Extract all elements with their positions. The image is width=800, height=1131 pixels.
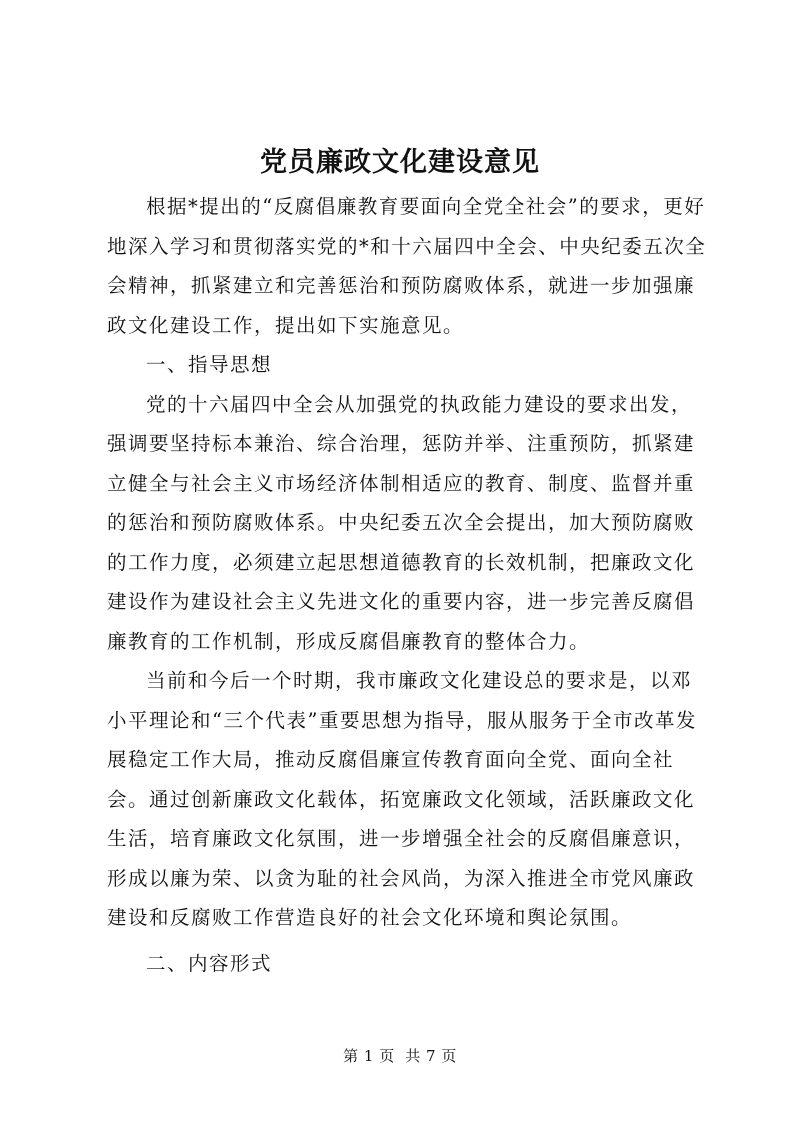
guiding-thought-paragraph: 党的十六届四中全会从加强党的执政能力建设的要求出发，强调要坚持标本兼治、综合治理，惩防并举、注重预防，抓紧建立健全与社会主义市场经济体制相适应的教育、制度、监督并重的惩治和预防腐败体系。中央纪委五次全会提出，加大预防腐败的工作力度，必须建立起思想道德教育的长效机制，把廉政文化建设作为建设社会主义先进文化的重要内容，进一步完善反腐倡廉教育的工作机制，形成反腐倡廉教育的整体合力。 (107, 392, 696, 653)
document-title: 党员廉政文化建设意见 (260, 147, 540, 178)
page-footer (0, 1045, 800, 1066)
page-number-label: 第 1 页 共 7 页 (343, 1047, 457, 1065)
section-heading-guiding-thought: 一、指导思想 (146, 353, 273, 376)
current-requirements-paragraph: 当前和今后一个时期，我市廉政文化建设总的要求是，以邓小平理论和“三个代表”重要思想为指导，服从服务于全市改革发展稳定工作大局，推动反腐倡廉宣传教育面向全党、面向全社会。通过创新廉政文化载体，拓宽廉政文化领域，活跃廉政文化生活，培育廉政文化氛围，进一步增强全社会的反腐倡廉意识，形成以廉为荣、以贪为耻的社会风尚，为深入推进全市党风廉政建设和反腐败工作营造良好的社会文化环境和舆论氛围。 (107, 669, 697, 929)
intro-paragraph: 根据*提出的“反腐倡廉教育要面向全党全社会”的要求，更好地深入学习和贯彻落实党的*和十六届四中全会、中央纪委五次全会精神，抓紧建立和完善惩治和预防腐败体系，就进一步加强廉政文化建设工作，提出如下实施意见。 (107, 195, 707, 337)
document-body (107, 187, 709, 983)
section-heading-content-form: 二、内容形式 (146, 951, 273, 975)
